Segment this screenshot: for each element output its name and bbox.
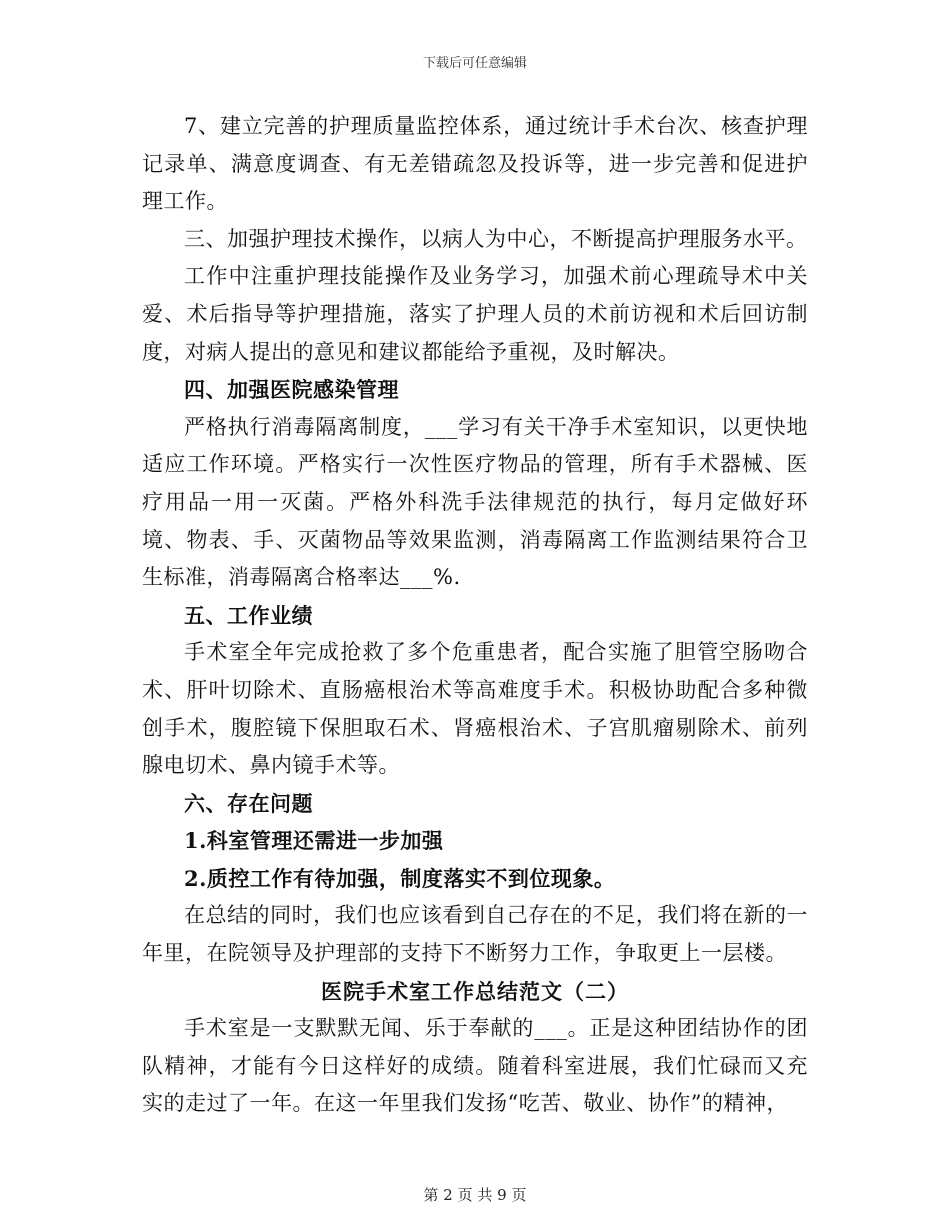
paragraph-surgeries: 手术室全年完成抢救了多个危重患者，配合实施了胆管空肠吻合术、肝叶切除术、直肠癌根治术等高难度手术。积极协助配合多种微创手术，腹腔镜下保胆取石术、肾癌根治术、子宫肌瘤剔除术、前列腺电切术、鼻内镜手术等。	[142, 640, 808, 778]
section-title-part-two: 医院手术室工作总结范文（二）	[321, 978, 629, 1004]
paragraph-quality-monitoring: 7、建立完善的护理质量监控体系，通过统计手术台次、核查护理记录单、满意度调查、有无差错疏忽及投诉等，进一步完善和促进护理工作。	[142, 114, 808, 214]
document-body	[142, 108, 808, 1123]
heading-work-performance: 五、工作业绩	[184, 602, 313, 628]
problem-item-2: 2.质控工作有待加强，制度落实不到位现象。	[184, 865, 616, 891]
heading-infection-management: 四、加强医院感染管理	[184, 377, 399, 403]
paragraph-nursing-technique: 三、加强护理技术操作，以病人为中心，不断提高护理服务水平。	[184, 226, 808, 251]
paragraph-disinfection: 严格执行消毒隔离制度，___学习有关干净手术室知识，以更快地适应工作环境。严格实行一次性医疗物品的管理，所有手术器械、医疗用品一用一灭菌。严格外科洗手法律规范的执行，每月定做好环境、物表、手、灭菌物品等效果监测，消毒隔离工作监测结果符合卫生标准，消毒隔离合格率达___%.	[142, 414, 808, 590]
page-header-note: 下载后可任意编辑	[422, 56, 527, 71]
paragraph-skill-training: 工作中注重护理技能操作及业务学习，加强术前心理疏导术中关爱、术后指导等护理措施，落实了护理人员的术前访视和术后回访制度，对病人提出的意见和建议都能给予重视，及时解决。	[142, 264, 808, 364]
problem-item-1: 1.科室管理还需进一步加强	[184, 828, 444, 854]
page-number-footer: 第 2 页 共 9 页	[423, 1186, 527, 1204]
paragraph-team-spirit: 手术室是一支默默无闻、乐于奉献的___。正是这种团结协作的团队精神，才能有今日这样好的成绩。随着科室进展，我们忙碌而又充实的走过了一年。在这一年里我们发扬“吃苦、敬业、协作”的精神，	[142, 1016, 808, 1116]
paragraph-conclusion: 在总结的同时，我们也应该看到自己存在的不足，我们将在新的一年里，在院领导及护理部的支持下不断努力工作，争取更上一层楼。	[142, 903, 808, 966]
heading-existing-problems: 六、存在问题	[184, 790, 313, 816]
